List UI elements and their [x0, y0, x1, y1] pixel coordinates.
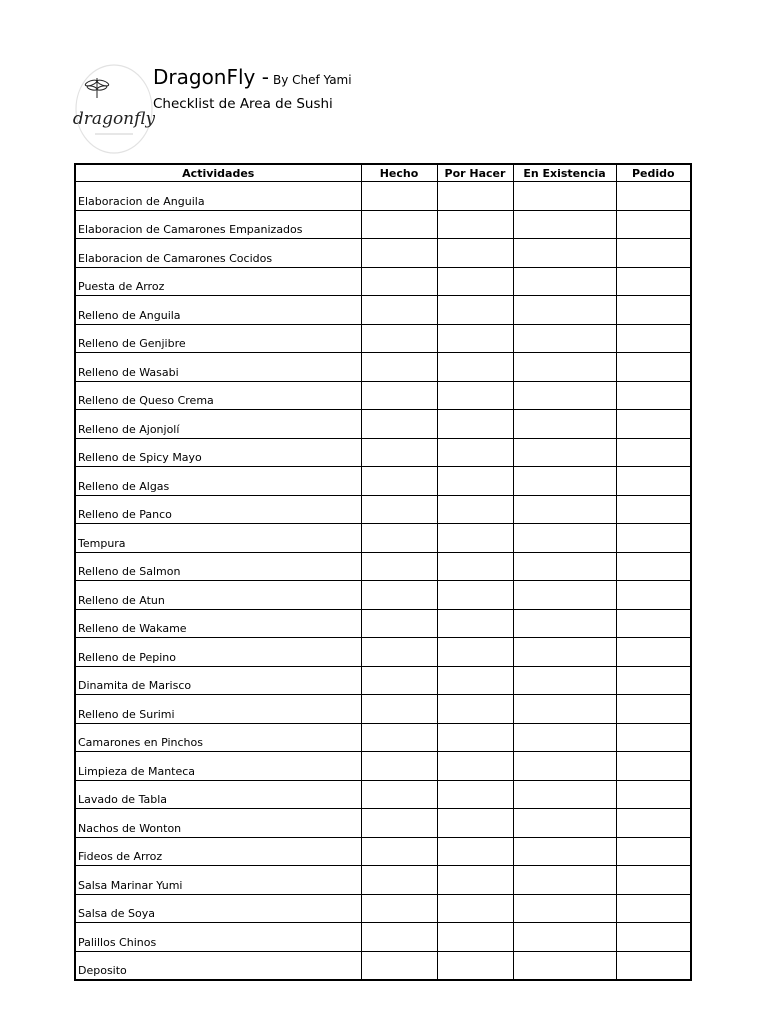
activity-cell: Relleno de Genjibre — [75, 324, 361, 353]
por-hacer-checkbox-cell[interactable] — [437, 923, 513, 952]
hecho-checkbox-cell[interactable] — [361, 638, 437, 667]
hecho-checkbox-cell[interactable] — [361, 438, 437, 467]
activity-cell: Relleno de Wakame — [75, 609, 361, 638]
por-hacer-checkbox-cell[interactable] — [437, 324, 513, 353]
table-row — [75, 723, 691, 752]
por-hacer-checkbox-cell[interactable] — [437, 267, 513, 296]
en-existencia-checkbox-cell[interactable] — [513, 638, 616, 667]
por-hacer-checkbox-cell[interactable] — [437, 552, 513, 581]
en-existencia-checkbox-cell[interactable] — [513, 438, 616, 467]
hecho-checkbox-cell[interactable] — [361, 410, 437, 439]
pedido-checkbox-cell[interactable] — [616, 182, 691, 211]
por-hacer-checkbox-cell[interactable] — [437, 809, 513, 838]
pedido-checkbox-cell[interactable] — [616, 695, 691, 724]
en-existencia-checkbox-cell[interactable] — [513, 410, 616, 439]
hecho-checkbox-cell[interactable] — [361, 695, 437, 724]
hecho-checkbox-cell[interactable] — [361, 780, 437, 809]
activity-cell: Relleno de Pepino — [75, 638, 361, 667]
column-header-por-hacer: Por Hacer — [437, 164, 513, 182]
por-hacer-checkbox-cell[interactable] — [437, 353, 513, 382]
table-row — [75, 894, 691, 923]
pedido-checkbox-cell[interactable] — [616, 524, 691, 553]
en-existencia-checkbox-cell[interactable] — [513, 951, 616, 980]
table-row — [75, 324, 691, 353]
por-hacer-checkbox-cell[interactable] — [437, 210, 513, 239]
activity-cell: Relleno de Spicy Mayo — [75, 438, 361, 467]
en-existencia-checkbox-cell[interactable] — [513, 837, 616, 866]
hecho-checkbox-cell[interactable] — [361, 894, 437, 923]
table-row — [75, 609, 691, 638]
hecho-checkbox-cell[interactable] — [361, 866, 437, 895]
hecho-checkbox-cell[interactable] — [361, 524, 437, 553]
activity-cell: Deposito — [75, 951, 361, 980]
table-row — [75, 837, 691, 866]
table-row — [75, 210, 691, 239]
table-row — [75, 638, 691, 667]
en-existencia-checkbox-cell[interactable] — [513, 210, 616, 239]
activity-cell: Limpieza de Manteca — [75, 752, 361, 781]
hecho-checkbox-cell[interactable] — [361, 296, 437, 325]
en-existencia-checkbox-cell[interactable] — [513, 752, 616, 781]
por-hacer-checkbox-cell[interactable] — [437, 182, 513, 211]
por-hacer-checkbox-cell[interactable] — [437, 381, 513, 410]
en-existencia-checkbox-cell[interactable] — [513, 467, 616, 496]
table-row — [75, 239, 691, 268]
hecho-checkbox-cell[interactable] — [361, 182, 437, 211]
dragonfly-logo — [73, 62, 155, 156]
por-hacer-checkbox-cell[interactable] — [437, 581, 513, 610]
activity-cell: Puesta de Arroz — [75, 267, 361, 296]
por-hacer-checkbox-cell[interactable] — [437, 666, 513, 695]
activity-cell: Lavado de Tabla — [75, 780, 361, 809]
table-row — [75, 552, 691, 581]
table-row — [75, 866, 691, 895]
hecho-checkbox-cell[interactable] — [361, 923, 437, 952]
hecho-checkbox-cell[interactable] — [361, 752, 437, 781]
por-hacer-checkbox-cell[interactable] — [437, 239, 513, 268]
hecho-checkbox-cell[interactable] — [361, 552, 437, 581]
por-hacer-checkbox-cell[interactable] — [437, 837, 513, 866]
en-existencia-checkbox-cell[interactable] — [513, 923, 616, 952]
hecho-checkbox-cell[interactable] — [361, 609, 437, 638]
pedido-checkbox-cell[interactable] — [616, 809, 691, 838]
por-hacer-checkbox-cell[interactable] — [437, 495, 513, 524]
en-existencia-checkbox-cell[interactable] — [513, 581, 616, 610]
column-header-en-existencia: En Existencia — [513, 164, 616, 182]
hecho-checkbox-cell[interactable] — [361, 723, 437, 752]
table-row — [75, 752, 691, 781]
table-row — [75, 666, 691, 695]
por-hacer-checkbox-cell[interactable] — [437, 524, 513, 553]
table-row — [75, 182, 691, 211]
hecho-checkbox-cell[interactable] — [361, 353, 437, 382]
table-row — [75, 467, 691, 496]
pedido-checkbox-cell[interactable] — [616, 210, 691, 239]
activity-cell: Tempura — [75, 524, 361, 553]
table-row — [75, 381, 691, 410]
checklist-table — [74, 163, 692, 981]
title-text: DragonFly - — [153, 65, 269, 89]
hecho-checkbox-cell[interactable] — [361, 495, 437, 524]
pedido-checkbox-cell[interactable] — [616, 609, 691, 638]
por-hacer-checkbox-cell[interactable] — [437, 951, 513, 980]
pedido-checkbox-cell[interactable] — [616, 837, 691, 866]
en-existencia-checkbox-cell[interactable] — [513, 296, 616, 325]
por-hacer-checkbox-cell[interactable] — [437, 780, 513, 809]
en-existencia-checkbox-cell[interactable] — [513, 809, 616, 838]
en-existencia-checkbox-cell[interactable] — [513, 695, 616, 724]
pedido-checkbox-cell[interactable] — [616, 438, 691, 467]
column-header-pedido: Pedido — [616, 164, 691, 182]
por-hacer-checkbox-cell[interactable] — [437, 609, 513, 638]
table-row — [75, 780, 691, 809]
page-subtitle: Checklist de Area de Sushi — [153, 96, 333, 112]
en-existencia-checkbox-cell[interactable] — [513, 353, 616, 382]
pedido-checkbox-cell[interactable] — [616, 353, 691, 382]
activity-cell: Relleno de Wasabi — [75, 353, 361, 382]
hecho-checkbox-cell[interactable] — [361, 324, 437, 353]
activity-cell: Relleno de Anguila — [75, 296, 361, 325]
header-title-block — [153, 64, 352, 112]
activity-cell: Elaboracion de Camarones Empanizados — [75, 210, 361, 239]
column-header-hecho: Hecho — [361, 164, 437, 182]
en-existencia-checkbox-cell[interactable] — [513, 666, 616, 695]
por-hacer-checkbox-cell[interactable] — [437, 410, 513, 439]
activity-cell: Relleno de Salmon — [75, 552, 361, 581]
activity-cell: Dinamita de Marisco — [75, 666, 361, 695]
en-existencia-checkbox-cell[interactable] — [513, 723, 616, 752]
byline: By Chef Yami — [272, 73, 352, 87]
hecho-checkbox-cell[interactable] — [361, 210, 437, 239]
pedido-checkbox-cell[interactable] — [616, 894, 691, 923]
en-existencia-checkbox-cell[interactable] — [513, 552, 616, 581]
en-existencia-checkbox-cell[interactable] — [513, 866, 616, 895]
pedido-checkbox-cell[interactable] — [616, 467, 691, 496]
page-title — [153, 64, 352, 93]
en-existencia-checkbox-cell[interactable] — [513, 381, 616, 410]
pedido-checkbox-cell[interactable] — [616, 296, 691, 325]
en-existencia-checkbox-cell[interactable] — [513, 524, 616, 553]
activity-cell: Relleno de Panco — [75, 495, 361, 524]
activity-cell: Salsa de Soya — [75, 894, 361, 923]
table-row — [75, 923, 691, 952]
por-hacer-checkbox-cell[interactable] — [437, 866, 513, 895]
por-hacer-checkbox-cell[interactable] — [437, 438, 513, 467]
en-existencia-checkbox-cell[interactable] — [513, 267, 616, 296]
activity-cell: Elaboracion de Camarones Cocidos — [75, 239, 361, 268]
en-existencia-checkbox-cell[interactable] — [513, 182, 616, 211]
por-hacer-checkbox-cell[interactable] — [437, 638, 513, 667]
por-hacer-checkbox-cell[interactable] — [437, 695, 513, 724]
activity-cell: Relleno de Ajonjolí — [75, 410, 361, 439]
en-existencia-checkbox-cell[interactable] — [513, 495, 616, 524]
table-row — [75, 438, 691, 467]
por-hacer-checkbox-cell[interactable] — [437, 723, 513, 752]
activity-cell: Salsa Marinar Yumi — [75, 866, 361, 895]
svg-text:dragonfly: dragonfly — [73, 109, 155, 129]
pedido-checkbox-cell[interactable] — [616, 951, 691, 980]
table-row — [75, 495, 691, 524]
por-hacer-checkbox-cell[interactable] — [437, 296, 513, 325]
activity-cell: Palillos Chinos — [75, 923, 361, 952]
pedido-checkbox-cell[interactable] — [616, 923, 691, 952]
pedido-checkbox-cell[interactable] — [616, 552, 691, 581]
column-header-actividades: Actividades — [75, 164, 361, 182]
activity-cell: Relleno de Algas — [75, 467, 361, 496]
activity-cell: Relleno de Surimi — [75, 695, 361, 724]
hecho-checkbox-cell[interactable] — [361, 581, 437, 610]
pedido-checkbox-cell[interactable] — [616, 495, 691, 524]
en-existencia-checkbox-cell[interactable] — [513, 324, 616, 353]
en-existencia-checkbox-cell[interactable] — [513, 894, 616, 923]
table-row — [75, 353, 691, 382]
pedido-checkbox-cell[interactable] — [616, 866, 691, 895]
activity-cell: Fideos de Arroz — [75, 837, 361, 866]
hecho-checkbox-cell[interactable] — [361, 666, 437, 695]
pedido-checkbox-cell[interactable] — [616, 581, 691, 610]
pedido-checkbox-cell[interactable] — [616, 723, 691, 752]
por-hacer-checkbox-cell[interactable] — [437, 467, 513, 496]
table-row — [75, 524, 691, 553]
table-row — [75, 951, 691, 980]
table-body — [75, 182, 691, 981]
pedido-checkbox-cell[interactable] — [616, 410, 691, 439]
por-hacer-checkbox-cell[interactable] — [437, 894, 513, 923]
table-row — [75, 809, 691, 838]
pedido-checkbox-cell[interactable] — [616, 381, 691, 410]
pedido-checkbox-cell[interactable] — [616, 267, 691, 296]
en-existencia-checkbox-cell[interactable] — [513, 609, 616, 638]
dragonfly-icon — [85, 78, 110, 98]
pedido-checkbox-cell[interactable] — [616, 324, 691, 353]
activity-cell: Relleno de Queso Crema — [75, 381, 361, 410]
pedido-checkbox-cell[interactable] — [616, 780, 691, 809]
por-hacer-checkbox-cell[interactable] — [437, 752, 513, 781]
pedido-checkbox-cell[interactable] — [616, 752, 691, 781]
activity-cell: Relleno de Atun — [75, 581, 361, 610]
hecho-checkbox-cell[interactable] — [361, 467, 437, 496]
table-row — [75, 267, 691, 296]
pedido-checkbox-cell[interactable] — [616, 638, 691, 667]
table-row — [75, 410, 691, 439]
hecho-checkbox-cell[interactable] — [361, 381, 437, 410]
pedido-checkbox-cell[interactable] — [616, 239, 691, 268]
hecho-checkbox-cell[interactable] — [361, 951, 437, 980]
table-row — [75, 296, 691, 325]
activity-cell: Elaboracion de Anguila — [75, 182, 361, 211]
hecho-checkbox-cell[interactable] — [361, 267, 437, 296]
table-header-row — [75, 164, 691, 182]
activity-cell: Nachos de Wonton — [75, 809, 361, 838]
hecho-checkbox-cell[interactable] — [361, 239, 437, 268]
hecho-checkbox-cell[interactable] — [361, 837, 437, 866]
hecho-checkbox-cell[interactable] — [361, 809, 437, 838]
table-row — [75, 581, 691, 610]
en-existencia-checkbox-cell[interactable] — [513, 780, 616, 809]
table-row — [75, 695, 691, 724]
activity-cell: Camarones en Pinchos — [75, 723, 361, 752]
pedido-checkbox-cell[interactable] — [616, 666, 691, 695]
en-existencia-checkbox-cell[interactable] — [513, 239, 616, 268]
